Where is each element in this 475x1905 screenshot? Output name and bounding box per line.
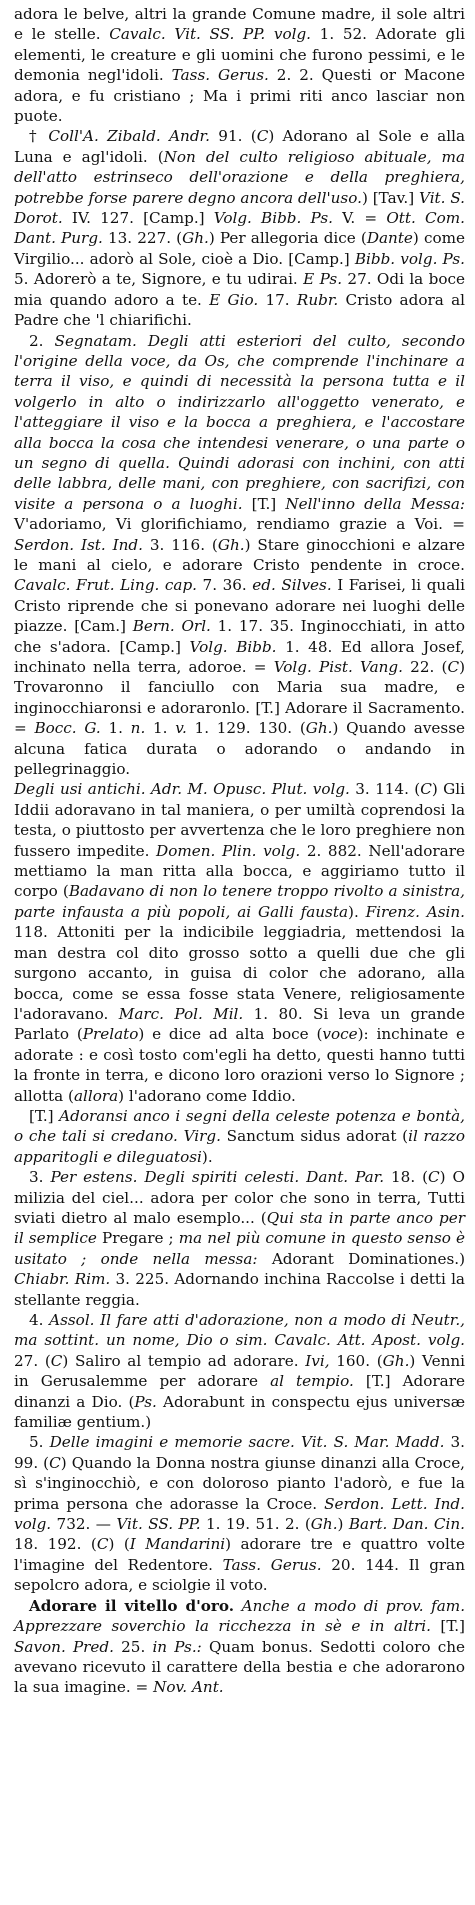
italic-run: Ps. bbox=[134, 1392, 157, 1411]
italic-run: Assol. Il fare atti d'adorazione, non a modo di Neutr., ma sottint. un nome, Dio o sim. Cavalc. Att. Apost. volg. bbox=[14, 1311, 465, 1350]
text-run: ) e dice ad alta boce ( bbox=[138, 1025, 323, 1044]
italic-run: ed. Silves. bbox=[252, 576, 332, 595]
entry-paragraph bbox=[14, 4, 465, 126]
text-run: ) O milizia del ciel... adora per color che sono in terra, Tutti sviati dietro al malo esemplo... ( bbox=[14, 1168, 465, 1227]
italic-run: I Mandarini bbox=[129, 1535, 226, 1554]
italic-run: E Ps. bbox=[303, 270, 343, 289]
text-run: 1. bbox=[145, 719, 176, 738]
entry-paragraph bbox=[14, 1310, 465, 1432]
text-run: ) Trovaronno il fanciullo con Maria sua madre, e inginocchiaronsi e adoraronlo. [T.] Adorare il Sacramento. = bbox=[14, 658, 466, 738]
italic-run: Tass. Gerus. bbox=[222, 1555, 322, 1574]
italic-run: ma nel più comune in questo senso è usitato ; onde nella messa: bbox=[14, 1229, 465, 1268]
italic-run: n. bbox=[130, 719, 146, 738]
italic-run: voce bbox=[322, 1025, 358, 1044]
italic-run: Anche a modo di prov. fam. Apprezzare soverchio la ricchezza in sè e in altri. bbox=[14, 1596, 466, 1636]
italic-run: C bbox=[256, 127, 269, 146]
text-run: ) Gli Iddii adoravano in tal maniera, o per umiltà coprendosi la testa, o piuttosto per avvertenza che le loro preghiere non fussero impedite. bbox=[14, 780, 465, 860]
text-run: 3. bbox=[29, 1168, 51, 1187]
text-run: 3. 225. Adornando inchina Raccolse i detti la stellante reggia. bbox=[14, 1270, 465, 1309]
text-run: 2. bbox=[29, 331, 55, 350]
italic-run: Adoransi anco i segni della celeste potenza e bontà, o che tali si credano. Virg. bbox=[14, 1106, 465, 1146]
italic-run: il razzo apparitogli e dileguatosi bbox=[14, 1127, 465, 1166]
entry-paragraph bbox=[14, 779, 465, 1106]
text-run: 118. Attoniti per la indicibile leggiadria, mettendosi la man destra col dito grosso sotto a quelli due che gli surgono accanto, in guisa di color che adorano, alla bocca, come se essa fosse stata Venere, religiosamente l'adoravano. bbox=[14, 923, 465, 1023]
text-run: 732. — bbox=[51, 1515, 117, 1534]
text-run: 20. 144. Il gran sepolcro adora, e sciolgie il voto. bbox=[14, 1555, 466, 1595]
entry-paragraph bbox=[14, 1106, 465, 1167]
text-run: 1. 80. Si leva un grande Parlato ( bbox=[14, 1004, 465, 1044]
italic-run: Badavano di non lo tenere troppo rivolto a sinistra, parte infausta a più popoli, ai Galli fausta bbox=[14, 882, 465, 921]
italic-run: Bibb. volg. Ps. bbox=[354, 249, 465, 268]
italic-run: Bart. Dan. Cin. bbox=[348, 1515, 465, 1534]
text-run: ) Per allegoria dice ( bbox=[208, 229, 367, 248]
text-run: adora le belve, altri la grande Comune madre, il sole altri e le stelle. bbox=[14, 5, 465, 44]
italic-run: C bbox=[420, 780, 432, 799]
text-run: ) Venni in Gerusalemme per adorare bbox=[14, 1351, 466, 1391]
text-run: ) Adorano al Sole e alla Luna e agl'idoli. ( bbox=[14, 127, 466, 166]
italic-run: Vit. SS. PP. bbox=[116, 1515, 201, 1534]
text-run: Adorant Dominationes.) bbox=[257, 1249, 465, 1268]
italic-run: Delle imagini e memorie sacre. Vit. S. Mar. Madd. bbox=[49, 1433, 445, 1452]
text-run: 1. 52. Adorate gli elementi, le creature e gli uomini che furono pessimi, e le demonia negl'idoli. bbox=[14, 25, 465, 85]
entry-paragraph bbox=[14, 1596, 465, 1698]
text-run: 13. 227. ( bbox=[102, 229, 183, 248]
italic-run: C bbox=[49, 1453, 61, 1472]
text-run: V'adoriamo, Vi glorifichiamo, rendiamo grazie a Voi. = bbox=[14, 515, 465, 534]
italic-run: Savon. Pred. bbox=[14, 1637, 114, 1656]
italic-run: Domen. Plin. volg. bbox=[156, 841, 301, 860]
text-run: 3. 114. ( bbox=[349, 780, 421, 799]
italic-run: Nell'inno della Messa: bbox=[285, 494, 465, 513]
text-run: ) ( bbox=[108, 1535, 130, 1554]
italic-run: Gh. bbox=[217, 535, 245, 554]
italic-run: Ott. Com. Dant. Purg. bbox=[14, 209, 465, 248]
italic-run: allora bbox=[73, 1086, 119, 1105]
text-run: 1. 17. 35. Inginocchiati, in atto che s'adora. [Camp.] bbox=[14, 617, 465, 656]
text-run: 5. Adorerò a te, Signore, e tu udirai. bbox=[14, 270, 304, 289]
text-run: 1. 48. Ed allora Josef, inchinato nella terra, adoroe. = bbox=[14, 637, 465, 676]
text-run: I Farisei, li quali Cristo riprende che si ponevano adorare nei luoghi delle piazze. [Cam.] bbox=[14, 576, 465, 636]
text-run: 22. ( bbox=[402, 658, 448, 676]
bold-run: Adorare il vitello d'oro. bbox=[29, 1596, 235, 1615]
text-run: ) [Tav.] bbox=[361, 188, 419, 207]
italic-run: Qui sta in parte anco per il semplice bbox=[14, 1208, 465, 1248]
text-run: 1. bbox=[100, 719, 131, 738]
italic-run: Gh. bbox=[305, 719, 333, 738]
italic-run: Ivi, bbox=[305, 1351, 330, 1370]
italic-run: Firenz. Asin. bbox=[365, 902, 465, 921]
text-run: IV. 127. [Camp.] bbox=[62, 209, 214, 228]
text-run: Adorabunt in conspectu ejus universæ familiæ gentium.) bbox=[14, 1392, 465, 1432]
text-run: 18. 192. ( bbox=[14, 1535, 97, 1554]
italic-run: Marc. Pol. Mil. bbox=[118, 1004, 244, 1023]
entry-paragraph bbox=[14, 1167, 465, 1310]
text-run: [T.] Adorare dinanzi a Dio. ( bbox=[14, 1372, 465, 1411]
text-run: 27. Odi la boce mia quando adoro a te. bbox=[14, 270, 465, 309]
italic-run: Non del culto religioso abituale, ma dell'atto estrinseco dell'orazione e della preghiera, potrebbe forse parere degno ancora dell'uso. bbox=[14, 147, 465, 207]
text-run: 17. bbox=[258, 290, 297, 309]
italic-run: Cavalc. Frut. Ling. cap. bbox=[14, 576, 198, 595]
italic-run: Serdon. Lett. Ind. volg. bbox=[14, 1494, 465, 1534]
text-run bbox=[234, 1597, 242, 1615]
text-run: Pregare ; bbox=[96, 1229, 179, 1248]
italic-run: Gh. bbox=[182, 229, 209, 248]
italic-run: Prelato bbox=[82, 1025, 139, 1044]
text-run: ). bbox=[201, 1147, 213, 1166]
italic-run: C bbox=[96, 1535, 109, 1554]
text-run: Quam bonus. Sedotti coloro che avevano ricevuto il carattere della bestia e che adorarono la sua imagine. = bbox=[14, 1637, 465, 1697]
text-run: ) Stare ginocchioni e alzare le mani al cielo, e adorare Cristo pendente in croce. bbox=[14, 535, 466, 574]
entry-paragraph bbox=[14, 1432, 465, 1595]
text-run: 3. 99. ( bbox=[14, 1433, 466, 1472]
italic-run: Volg. Bibb. Ps. bbox=[213, 209, 333, 228]
text-run: 7. 36. bbox=[197, 576, 253, 595]
text-run: 4. bbox=[29, 1311, 50, 1329]
italic-run: C bbox=[447, 658, 460, 676]
italic-run: Tass. Gerus. bbox=[171, 66, 269, 85]
italic-run: Per estens. Degli spiriti celesti. Dant. Par. bbox=[50, 1168, 385, 1187]
text-run: [T.] bbox=[29, 1106, 60, 1125]
entry-paragraph bbox=[14, 126, 465, 330]
text-run: ) l'adorano come Iddio. bbox=[118, 1086, 296, 1105]
italic-run: E Gio. bbox=[209, 290, 259, 309]
italic-run: Dante bbox=[366, 229, 413, 248]
text-run: ) come Virgilio... adorò al Sole, cioè a Dio. [Camp.] bbox=[14, 229, 465, 268]
text-run: 160. ( bbox=[329, 1351, 383, 1370]
text-run: 91. ( bbox=[209, 127, 257, 146]
italic-run: Bern. Orl. bbox=[132, 617, 211, 636]
italic-run: Gh. bbox=[310, 1515, 338, 1534]
text-run: ) Saliro al tempio ad adorare. bbox=[62, 1351, 306, 1370]
text-run: 2. 882. Nell'adorare mettiamo la man ritta alla bocca, e aggiriamo tutto il corpo ( bbox=[14, 841, 465, 901]
text-run: Sanctum sidus adorat ( bbox=[220, 1127, 409, 1146]
text-run: 1. 19. 51. 2. ( bbox=[200, 1515, 311, 1534]
italic-run: C bbox=[50, 1351, 63, 1370]
text-run: ) Quando avesse alcuna fatica durata o adorando o andando in pellegrinaggio. bbox=[14, 719, 465, 779]
text-run: [T.] bbox=[430, 1617, 465, 1636]
text-run: ). bbox=[348, 902, 366, 921]
italic-run: C bbox=[428, 1168, 440, 1187]
italic-run: Volg. Pist. Vang. bbox=[273, 658, 403, 676]
text-run: 27. ( bbox=[14, 1351, 51, 1370]
italic-run: Degli usi antichi. Adr. M. Opusc. Plut. volg. bbox=[14, 780, 350, 799]
text-run: † bbox=[29, 127, 49, 146]
italic-run: Gh. bbox=[382, 1351, 410, 1370]
entry-paragraph bbox=[14, 331, 465, 780]
text-run: 25. bbox=[113, 1637, 153, 1656]
italic-run: Segnatam. Degli atti esteriori del culto, secondo l'origine della voce, da Os, che comprende l'inchinare a terra il viso, e quindi di necessità la persona tutta e il volgerlo in alto o indirizzarlo all'oggetto venerato, e l'atteggiare il viso e la bocca a preghiera, e l'accostare alla bocca la cosa che intendesi venerare, o una parte o un segno di quella. Quindi adorasi con inchini, con atti delle labbra, delle mani, con preghiere, con sacrifizi, con visite a persona o a luoghi. bbox=[14, 331, 465, 513]
italic-run: Serdon. Ist. Ind. bbox=[14, 535, 143, 554]
text-run: ) bbox=[337, 1515, 349, 1534]
text-run: ): inchinate e adorate : e così tosto com'egli ha detto, questi hanno tutti la fronte in terra, e dicono loro orazioni verso lo Signore ; allotta ( bbox=[14, 1025, 465, 1105]
text-run: [T.] bbox=[242, 494, 286, 513]
text-run: ) Quando la Donna nostra giunse dinanzi alla Croce, sì s'inginocchiò, e con doloroso pianto l'adorò, e fue la prima persona che adorasse la Croce. bbox=[14, 1453, 466, 1513]
text-run: Cristo adora al Padre che 'l chiarifichi. bbox=[14, 290, 465, 330]
italic-run: in Ps.: bbox=[152, 1637, 202, 1656]
italic-run: Volg. Bibb. bbox=[189, 637, 277, 656]
text-run: V. = bbox=[332, 209, 387, 228]
text-run: 5. bbox=[29, 1433, 50, 1452]
text-run: 3. 116. ( bbox=[142, 535, 218, 554]
italic-run: Vit. S. Dorot. bbox=[14, 188, 466, 228]
text-run: 1. 129. 130. ( bbox=[186, 719, 306, 738]
italic-run: al tempio. bbox=[270, 1372, 354, 1391]
text-run: 2. 2. Questi or Macone adora, e fu cristiano ; Ma i primi riti anco lasciar non puote. bbox=[14, 66, 465, 126]
italic-run: v. bbox=[175, 719, 187, 738]
text-run: 18. ( bbox=[384, 1168, 429, 1187]
italic-run: Rubr. bbox=[296, 290, 339, 309]
italic-run: Chiabr. Rim. bbox=[14, 1270, 111, 1289]
italic-run: Cavalc. Vit. SS. PP. volg. bbox=[109, 25, 312, 44]
text-run: ) adorare tre e quattro volte l'imagine del Redentore. bbox=[14, 1535, 465, 1574]
italic-run: Nov. Ant. bbox=[153, 1678, 224, 1697]
italic-run: Coll'A. Zibald. Andr. bbox=[48, 127, 210, 146]
italic-run: Bocc. G. bbox=[34, 719, 101, 738]
